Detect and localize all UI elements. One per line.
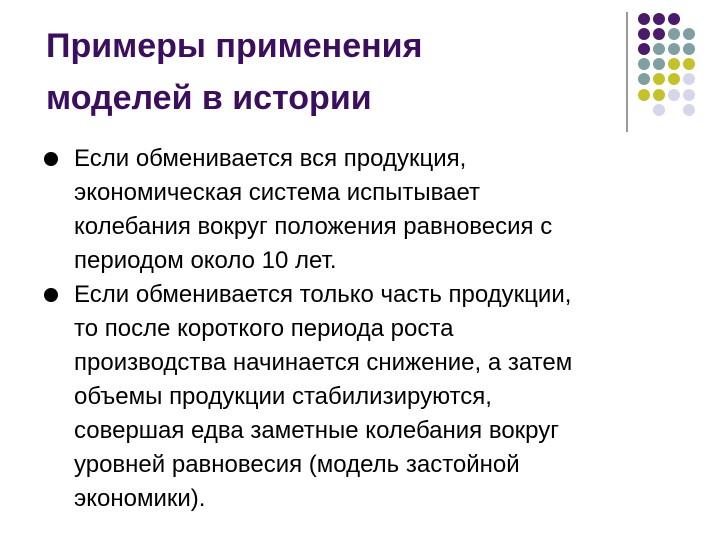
bullet-line: уровней равновесия (модель застойной [74,451,520,478]
decor-dot [668,28,680,40]
slide-title-line-1: Примеры применения [46,27,423,65]
bullet-line: производства начинается снижение, а затем [74,349,573,376]
decorative-divider [626,12,628,132]
decor-dot [653,13,665,25]
bullet-line: экономики). [74,485,206,512]
bullet-dot-icon [44,288,58,302]
bullet-line: совершая едва заметные колебания вокруг [74,417,559,444]
decor-dot [683,104,695,116]
decor-dot [668,58,680,70]
decor-dot [638,28,650,40]
bullet-item [40,142,700,278]
bullet-text [74,142,700,278]
decor-dot [638,58,650,70]
decor-dot [653,58,665,70]
bullet-dot-icon [44,152,58,166]
bullet-line: объемы продукции стабилизируются, [74,383,492,410]
decor-dot [638,13,650,25]
decor-dot [653,89,665,101]
decor-dot [653,28,665,40]
decor-dot [653,43,665,55]
bullet-line: периодом около 10 лет. [74,247,337,274]
decor-dot [668,73,680,85]
slide-title [46,20,586,124]
decor-dot [668,13,680,25]
decor-dot [638,89,650,101]
slide-title-line-2: моделей в истории [46,79,372,117]
bullet-list [40,142,700,516]
decor-dot [653,73,665,85]
decor-dot [683,89,695,101]
decor-dot [683,73,695,85]
bullet-line: то после короткого периода роста [74,315,454,342]
decor-dot [683,58,695,70]
decor-dot [683,43,695,55]
bullet-line: Если обменивается только часть продукции, [74,281,572,308]
bullet-item [40,278,700,516]
decor-dot [653,104,665,116]
bullet-line: экономическая система испытывает [74,179,481,206]
decor-dot [668,43,680,55]
bullet-line: колебания вокруг положения равновесия с [74,213,553,240]
decor-dot [638,43,650,55]
decor-dot [668,89,680,101]
bullet-line: Если обменивается вся продукция, [74,145,467,172]
decor-dot [638,73,650,85]
bullet-text [74,278,700,516]
decor-dot [683,28,695,40]
